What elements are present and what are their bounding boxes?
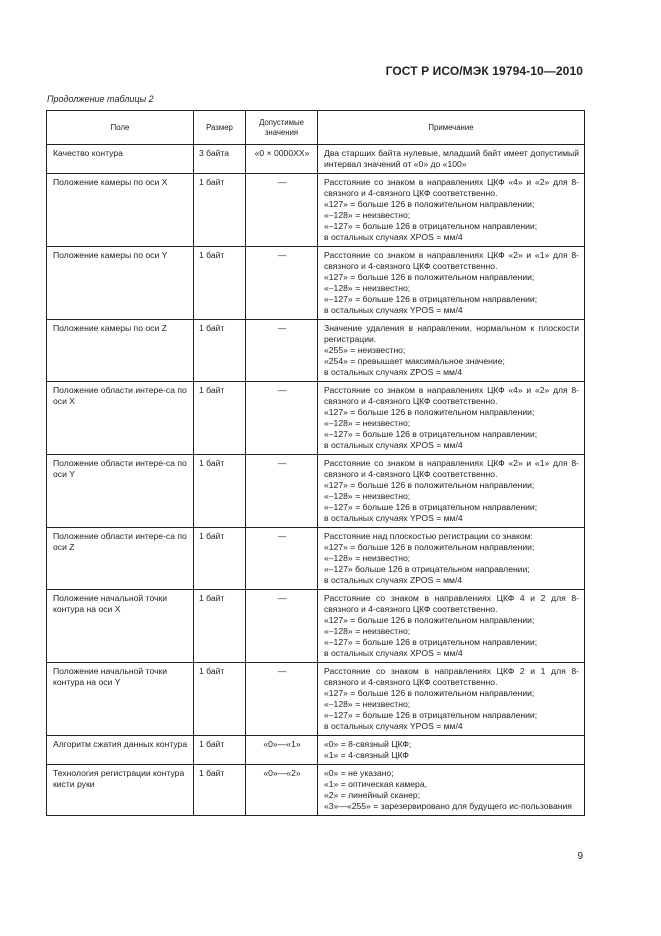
note-cell	[318, 320, 585, 382]
field-cell: Качество контура	[47, 145, 194, 174]
note-line: «–128» = неизвестно;	[324, 283, 411, 293]
note-line: «0» = 8-связный ЦКФ;	[324, 739, 412, 749]
table-row	[47, 382, 585, 455]
note-line: в остальных случаях YPOS = мм/4	[324, 305, 463, 315]
note-line: в остальных случаях YPOS = мм/4	[324, 513, 463, 523]
field-cell: Технология регистрации контура кисти руки	[47, 765, 194, 816]
note-cell	[318, 145, 585, 174]
note-line: Расстояние со знаком в направлениях ЦКФ «2» и «1» для 8-связного и 4-связного ЦКФ соответственно.	[324, 250, 579, 271]
note-line: Расстояние со знаком в направлениях ЦКФ «4» и «2» для 8-связного и 4-связного ЦКФ соответственно.	[324, 385, 579, 406]
field-cell: Положение области интере-са по оси Z	[47, 528, 194, 590]
note-line: «127» = больше 126 в положительном направлении;	[324, 688, 535, 698]
range-cell: —	[246, 382, 318, 455]
note-line: в остальных случаях XPOS = мм/4	[324, 232, 463, 242]
field-cell: Положение камеры по оси Y	[47, 247, 194, 320]
note-line: «–127» = больше 126 в отрицательном направлении;	[324, 429, 538, 439]
note-line: в остальных случаях YPOS = мм/4	[324, 721, 463, 731]
note-line: «–128» = неизвестно;	[324, 626, 411, 636]
note-cell	[318, 528, 585, 590]
note-line: «127» = больше 126 в положительном направлении;	[324, 272, 535, 282]
note-line: «–127» = больше 126 в отрицательном направлении;	[324, 294, 538, 304]
table-row	[47, 320, 585, 382]
field-cell: Положение камеры по оси Z	[47, 320, 194, 382]
note-line: «–127» больше 126 в отрицательном направлении;	[324, 564, 530, 574]
note-cell	[318, 247, 585, 320]
note-line: «0» = не указано;	[324, 768, 394, 778]
note-line: в остальных случаях XPOS = мм/4	[324, 440, 463, 450]
note-line: Расстояние со знаком в направлениях ЦКФ 2 и 1 для 8-связного и 4-связного ЦКФ соответственно.	[324, 666, 579, 687]
table-row	[47, 174, 585, 247]
note-line: «127» = больше 126 в положительном направлении;	[324, 480, 535, 490]
range-cell: —	[246, 174, 318, 247]
note-line: в остальных случаях ZPOS = мм/4	[324, 367, 463, 377]
page-number: 9	[577, 851, 583, 862]
range-cell: —	[246, 320, 318, 382]
note-line: «–128» = неизвестно;	[324, 210, 411, 220]
note-cell	[318, 590, 585, 663]
note-line: Два старших байта нулевые, младший байт имеет допустимый интервал значений от «0» до «100»	[324, 148, 579, 169]
range-cell: —	[246, 455, 318, 528]
size-cell: 1 байт	[194, 382, 246, 455]
table-body	[47, 145, 585, 816]
document-header: ГОСТ Р ИСО/МЭК 19794-10—2010	[385, 64, 583, 78]
range-cell: —	[246, 590, 318, 663]
field-cell: Положение начальной точки контура на оси Y	[47, 663, 194, 736]
note-line: в остальных случаях XPOS = мм/4	[324, 648, 463, 658]
column-header-note: Примечание	[318, 111, 585, 145]
note-line: «255» = неизвестно;	[324, 345, 406, 355]
note-line: Расстояние со знаком в направлениях ЦКФ «2» и «1» для 8-связного и 4-связного ЦКФ соответственно.	[324, 458, 579, 479]
field-cell: Положение камеры по оси X	[47, 174, 194, 247]
note-cell	[318, 174, 585, 247]
size-cell: 1 байт	[194, 663, 246, 736]
table-row	[47, 590, 585, 663]
column-header-range: Допустимые значения	[246, 111, 318, 145]
note-line: «127» = больше 126 в положительном направлении;	[324, 199, 535, 209]
column-header-size: Размер	[194, 111, 246, 145]
table-row	[47, 765, 585, 816]
note-line: Расстояние со знаком в направлениях ЦКФ «4» и «2» для 8-связного и 4-связного ЦКФ соответственно.	[324, 177, 579, 198]
table-header-row	[47, 111, 585, 145]
note-line: «1» = оптическая камера,	[324, 779, 427, 789]
range-cell: «0»—«2»	[246, 765, 318, 816]
note-line: в остальных случаях ZPOS = мм/4	[324, 575, 463, 585]
table-row	[47, 736, 585, 765]
note-cell	[318, 382, 585, 455]
note-line: «–127» = больше 126 в отрицательном направлении;	[324, 502, 538, 512]
table-row	[47, 247, 585, 320]
size-cell: 1 байт	[194, 590, 246, 663]
field-cell: Алгоритм сжатия данных контура	[47, 736, 194, 765]
note-line: «–127» = больше 126 в отрицательном направлении;	[324, 637, 538, 647]
column-header-field: Поле	[47, 111, 194, 145]
note-line: Расстояние над плоскостью регистрации со знаком:	[324, 531, 533, 541]
field-cell: Положение области интере-са по оси Y	[47, 455, 194, 528]
note-cell	[318, 455, 585, 528]
note-cell	[318, 663, 585, 736]
table-caption: Продолжение таблицы 2	[47, 94, 154, 104]
range-cell: «0 × 0000XX»	[246, 145, 318, 174]
note-line: «1» = 4-связный ЦКФ	[324, 750, 409, 760]
note-line: «–128» = неизвестно;	[324, 553, 411, 563]
note-line: «–128» = неизвестно;	[324, 699, 411, 709]
range-cell: —	[246, 247, 318, 320]
size-cell: 1 байт	[194, 455, 246, 528]
note-line: Расстояние со знаком в направлениях ЦКФ 4 и 2 для 8-связного и 4-связного ЦКФ соответственно.	[324, 593, 579, 614]
table-row	[47, 663, 585, 736]
size-cell: 3 байта	[194, 145, 246, 174]
size-cell: 1 байт	[194, 247, 246, 320]
table-row	[47, 528, 585, 590]
note-line: «254» = превышает максимальное значение;	[324, 356, 505, 366]
note-line: «–128» = неизвестно;	[324, 418, 411, 428]
range-cell: —	[246, 663, 318, 736]
range-cell: —	[246, 528, 318, 590]
note-line: «127» = больше 126 в положительном направлении;	[324, 407, 535, 417]
size-cell: 1 байт	[194, 528, 246, 590]
table-row	[47, 145, 585, 174]
field-cell: Положение области интере-са по оси X	[47, 382, 194, 455]
note-line: Значение удаления в направлении, нормальном к плоскости регистрации.	[324, 323, 579, 344]
size-cell: 1 байт	[194, 765, 246, 816]
size-cell: 1 байт	[194, 174, 246, 247]
size-cell: 1 байт	[194, 320, 246, 382]
range-cell: «0»—«1»	[246, 736, 318, 765]
note-line: «3»—«255» = зарезервировано для будущего ис-пользования	[324, 801, 572, 811]
note-line: «127» = больше 126 в положительном направлении;	[324, 615, 535, 625]
table-row	[47, 455, 585, 528]
note-line: «127» = больше 126 в положительном направлении;	[324, 542, 535, 552]
note-cell	[318, 736, 585, 765]
note-line: «–128» = неизвестно;	[324, 491, 411, 501]
note-cell	[318, 765, 585, 816]
note-line: «–127» = больше 126 в отрицательном направлении;	[324, 221, 538, 231]
size-cell: 1 байт	[194, 736, 246, 765]
note-line: «2» = линейный сканер;	[324, 790, 421, 800]
note-line: «–127» = больше 126 в отрицательном направлении;	[324, 710, 538, 720]
field-cell: Положение начальной точки контура на оси X	[47, 590, 194, 663]
specification-table	[46, 110, 585, 816]
